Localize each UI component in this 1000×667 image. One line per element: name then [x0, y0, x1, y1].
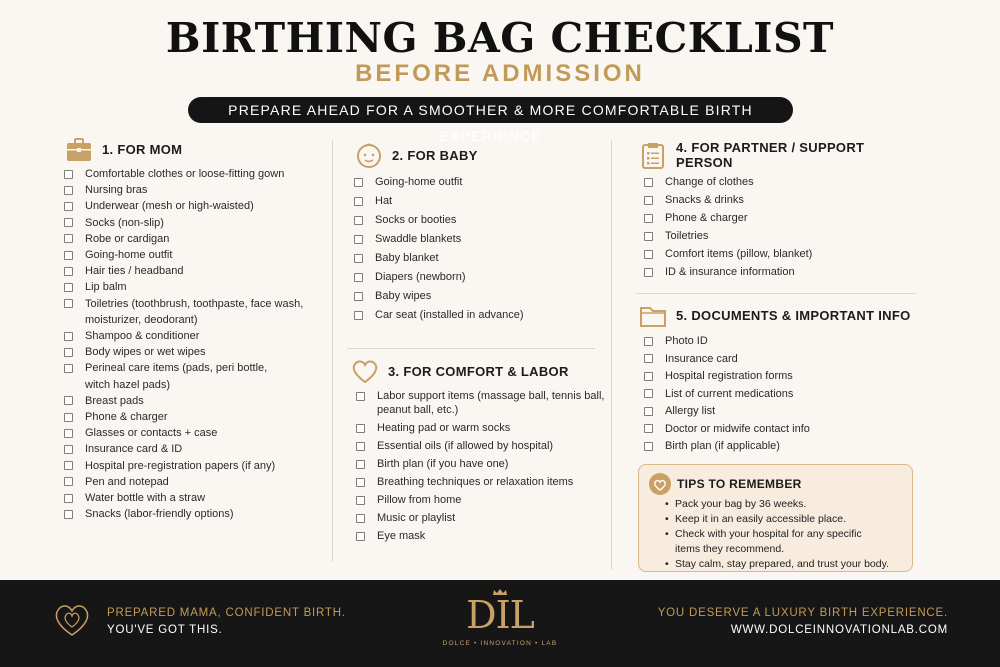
- item-label: Pillow from home: [377, 494, 462, 506]
- list-item: [64, 296, 324, 328]
- checkbox[interactable]: [64, 332, 73, 341]
- list-item: [356, 457, 610, 471]
- checkbox[interactable]: [644, 424, 653, 433]
- item-label: Hospital registration forms: [665, 370, 793, 382]
- checkbox[interactable]: [356, 496, 365, 505]
- checkbox[interactable]: [354, 178, 363, 187]
- checkbox[interactable]: [644, 389, 653, 398]
- footer-right-line1: YOU DESERVE A LUXURY BIRTH EXPERIENCE.: [657, 607, 948, 619]
- item-label: Nursing bras: [85, 184, 148, 197]
- list-item: [644, 175, 918, 189]
- section-divider: [636, 293, 916, 294]
- list-item: [354, 308, 594, 322]
- item-label: Heating pad or warm socks: [377, 422, 511, 434]
- item-label: Photo ID: [665, 335, 708, 347]
- list-item: [356, 529, 610, 543]
- item-label: ID & insurance information: [665, 266, 795, 278]
- list-item: [356, 511, 610, 525]
- checkbox[interactable]: [356, 442, 365, 451]
- heart-badge-icon: [649, 473, 671, 495]
- checkbox[interactable]: [356, 424, 365, 433]
- checkbox[interactable]: [64, 218, 73, 227]
- item-label: Hospital pre-registration papers (if any): [85, 459, 276, 472]
- item-label: Socks (non-slip): [85, 216, 164, 229]
- item-label: Birth plan (if you have one): [377, 458, 509, 470]
- logo-mark: DIL: [466, 593, 534, 637]
- tips-title: TIPS TO REMEMBER: [677, 477, 802, 491]
- item-label: Toiletries: [665, 230, 709, 242]
- section-title: 3. FOR COMFORT & LABOR: [388, 363, 569, 379]
- section-partner: [638, 138, 918, 283]
- list-item: [64, 328, 324, 344]
- list-item: [64, 393, 324, 409]
- list-item: [644, 334, 918, 348]
- list-item: [644, 439, 918, 453]
- checkbox[interactable]: [64, 461, 73, 470]
- list-item: [356, 493, 610, 507]
- list-item: [644, 265, 918, 279]
- item-label: Pen and notepad: [85, 475, 169, 488]
- list-item: [64, 458, 324, 474]
- checkbox[interactable]: [64, 396, 73, 405]
- item-label: Baby blanket: [375, 252, 439, 264]
- item-label: Toiletries (toothbrush, toothpaste, face wash, moisturizer, deodorant): [85, 297, 304, 326]
- checkbox[interactable]: [64, 234, 73, 243]
- list-item: [644, 193, 918, 207]
- item-label: Doctor or midwife contact info: [665, 422, 810, 435]
- item-label: Allergy list: [665, 405, 716, 417]
- list-item: [64, 166, 324, 182]
- item-label: Birth plan (if applicable): [665, 440, 780, 452]
- brand-logo: [440, 588, 560, 647]
- checkbox[interactable]: [356, 478, 365, 487]
- checkbox[interactable]: [64, 413, 73, 422]
- list-item: [64, 182, 324, 198]
- list-item: [644, 352, 918, 366]
- list-item: [354, 213, 594, 227]
- item-label: Comfortable clothes or loose-fitting gown: [85, 168, 285, 180]
- checkbox[interactable]: [644, 232, 653, 241]
- footer-left-line2: YOU'VE GOT THIS.: [107, 624, 223, 636]
- section-comfort: [350, 354, 610, 547]
- list-item: [644, 422, 918, 436]
- footer: [0, 580, 1000, 667]
- item-label: Water bottle with a straw: [85, 492, 206, 505]
- tip-item: • Check with your hospital for any specific items they recommend.: [665, 527, 902, 557]
- section-mom: [64, 132, 324, 522]
- item-label: Glasses or contacts + case: [85, 427, 218, 440]
- section-title: 2. FOR BABY: [392, 147, 478, 163]
- list-item: [64, 474, 324, 490]
- list-item: [64, 409, 324, 425]
- tips-box: [638, 464, 913, 572]
- checkbox[interactable]: [644, 337, 653, 346]
- list-item: [354, 251, 594, 265]
- checkbox[interactable]: [356, 460, 365, 469]
- checkbox[interactable]: [644, 196, 653, 205]
- list-item: [64, 198, 324, 214]
- item-label: Phone & charger: [85, 411, 168, 424]
- list-item: [64, 279, 324, 295]
- checkbox[interactable]: [354, 292, 363, 301]
- website-link[interactable]: WWW.DOLCEINNOVATIONLAB.COM: [730, 624, 948, 636]
- list-item: [64, 490, 324, 506]
- list-item: [644, 404, 918, 418]
- list-item: [356, 475, 610, 489]
- banner: PREPARE AHEAD FOR A SMOOTHER & MORE COMFORTABLE BIRTH EXPERIENCE: [188, 97, 793, 123]
- checkbox[interactable]: [354, 311, 363, 320]
- checkbox[interactable]: [64, 348, 73, 357]
- checkbox[interactable]: [644, 372, 653, 381]
- column-divider: [611, 140, 612, 570]
- list-item: [644, 387, 918, 401]
- tips-list: [665, 497, 902, 572]
- checkbox[interactable]: [644, 354, 653, 363]
- item-label: Swaddle blankets: [375, 233, 462, 245]
- section-title: 5. DOCUMENTS & IMPORTANT INFO: [676, 307, 911, 323]
- item-label: List of current medications: [665, 387, 794, 400]
- item-label: Eye mask: [377, 530, 426, 542]
- item-label: Hair ties / headband: [85, 265, 184, 278]
- item-label: Snacks (labor-friendly options): [85, 508, 234, 521]
- checkbox[interactable]: [356, 514, 365, 523]
- item-label: Breathing techniques or relaxation items: [377, 476, 574, 488]
- page-title: BIRTHING BAG CHECKLIST: [165, 14, 835, 62]
- item-label: Breast pads: [85, 394, 144, 407]
- checkbox[interactable]: [64, 170, 73, 179]
- heart-outline-icon: [52, 600, 92, 638]
- logo-tagline: DOLCE • INNOVATION • LAB: [442, 640, 558, 647]
- list-item: [644, 229, 918, 243]
- section-title: 4. FOR PARTNER / SUPPORT PERSON: [676, 140, 865, 170]
- checkbox[interactable]: [64, 477, 73, 486]
- checkbox[interactable]: [356, 532, 365, 541]
- checkbox[interactable]: [644, 178, 653, 187]
- item-label: Insurance card & ID: [85, 443, 183, 456]
- clipboard-icon: [638, 140, 668, 170]
- baby-face-icon: [354, 140, 384, 170]
- section-documents: [638, 298, 918, 457]
- checkbox[interactable]: [644, 268, 653, 277]
- item-label: Going-home outfit: [85, 249, 173, 262]
- list-item: [644, 369, 918, 383]
- section-title: 1. FOR MOM: [102, 141, 183, 157]
- list-item: [644, 211, 918, 225]
- list-item: [64, 441, 324, 457]
- item-label: Insurance card: [665, 352, 738, 365]
- item-label: Shampoo & conditioner: [85, 330, 200, 343]
- tip-item: • Stay calm, stay prepared, and trust your body.: [665, 557, 902, 572]
- list-item: [354, 270, 594, 284]
- item-label: Diapers (newborn): [375, 271, 466, 283]
- checklist: [64, 166, 324, 522]
- checkbox[interactable]: [644, 442, 653, 451]
- checklist: [356, 389, 610, 543]
- item-label: Underwear (mesh or high-waisted): [85, 200, 254, 213]
- item-label: Baby wipes: [375, 290, 432, 302]
- item-label: Lip balm: [85, 281, 127, 294]
- list-item: [354, 194, 594, 208]
- checkbox[interactable]: [64, 364, 73, 373]
- checkbox[interactable]: [644, 407, 653, 416]
- checkbox[interactable]: [644, 250, 653, 259]
- item-label: Music or playlist: [377, 512, 456, 524]
- checkbox[interactable]: [356, 392, 365, 401]
- list-item: [356, 389, 610, 417]
- item-label: Perineal care items (pads, peri bottle, witch hazel pads): [85, 362, 268, 391]
- item-label: Hat: [375, 195, 393, 207]
- item-label: Essential oils (if allowed by hospital): [377, 440, 554, 452]
- checklist: [354, 175, 594, 322]
- list-item: [64, 247, 324, 263]
- footer-left-line1: PREPARED MAMA, CONFIDENT BIRTH.: [107, 607, 346, 619]
- checkbox[interactable]: [354, 273, 363, 282]
- checkbox[interactable]: [644, 214, 653, 223]
- item-label: Snacks & drinks: [665, 194, 744, 206]
- list-item: [354, 175, 594, 189]
- folder-icon: [638, 300, 668, 330]
- item-label: Socks or booties: [375, 214, 457, 226]
- checkbox[interactable]: [64, 299, 73, 308]
- list-item: [64, 425, 324, 441]
- tip-item: • Keep it in an easily accessible place.: [665, 512, 902, 527]
- checkbox[interactable]: [354, 216, 363, 225]
- item-label: Car seat (installed in advance): [375, 309, 524, 321]
- column-divider: [332, 140, 333, 562]
- item-label: Body wipes or wet wipes: [85, 346, 206, 359]
- item-label: Comfort items (pillow, blanket): [665, 248, 813, 260]
- item-label: Change of clothes: [665, 176, 754, 188]
- list-item: [356, 439, 610, 453]
- section-divider: [347, 348, 595, 349]
- list-item: [64, 231, 324, 247]
- checkbox[interactable]: [64, 429, 73, 438]
- item-label: Robe or cardigan: [85, 232, 170, 245]
- list-item: [64, 263, 324, 279]
- list-item: [354, 289, 594, 303]
- checkbox[interactable]: [64, 283, 73, 292]
- checkbox[interactable]: [64, 267, 73, 276]
- heart-icon: [350, 356, 380, 386]
- checkbox[interactable]: [354, 235, 363, 244]
- checklist: [644, 334, 918, 453]
- tip-item: • Pack your bag by 36 weeks.: [665, 497, 902, 512]
- checkbox[interactable]: [64, 494, 73, 503]
- checkbox[interactable]: [64, 202, 73, 211]
- checkbox[interactable]: [64, 445, 73, 454]
- checkbox[interactable]: [354, 254, 363, 263]
- list-item: [356, 421, 610, 435]
- list-item: [64, 360, 324, 392]
- list-item: [354, 232, 594, 246]
- section-baby: [354, 138, 594, 327]
- checkbox[interactable]: [64, 186, 73, 195]
- item-label: Labor support items (massage ball, tennis ball, peanut ball, etc.): [377, 390, 605, 416]
- checkbox[interactable]: [64, 251, 73, 260]
- list-item: [644, 247, 918, 261]
- page-subtitle: BEFORE ADMISSION: [355, 60, 645, 87]
- list-item: [64, 215, 324, 231]
- item-label: Phone & charger: [665, 212, 748, 224]
- list-item: [64, 506, 324, 522]
- checkbox[interactable]: [354, 197, 363, 206]
- suitcase-icon: [64, 134, 94, 164]
- item-label: Going-home outfit: [375, 176, 463, 188]
- list-item: [64, 344, 324, 360]
- checklist: [644, 175, 918, 279]
- checkbox[interactable]: [64, 510, 73, 519]
